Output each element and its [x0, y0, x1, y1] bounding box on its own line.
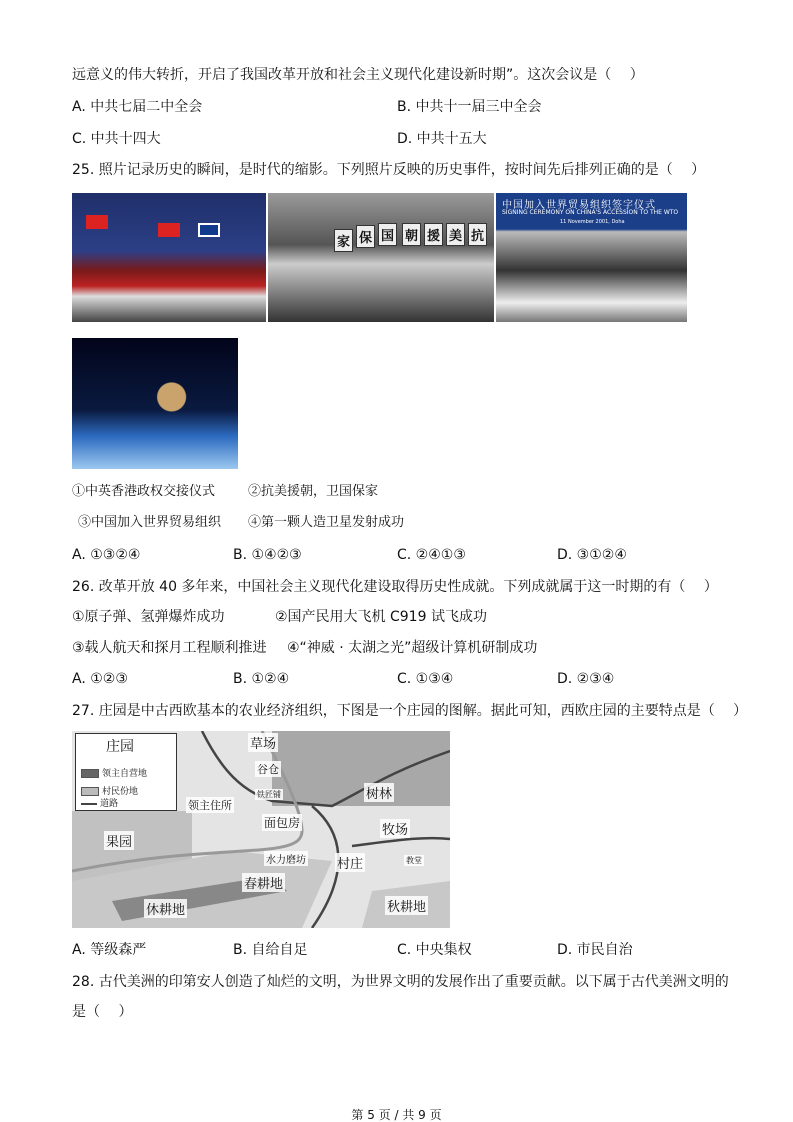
q26-item-2: ②国产民用大飞机 C919 试飞成功 — [275, 609, 487, 625]
legend-item: 村民份地 — [102, 787, 139, 797]
protest-sign: 美 — [446, 223, 465, 246]
photo-satellite — [72, 338, 238, 469]
q26-option-a: A. ①②③ — [72, 671, 128, 687]
map-label: 村庄 — [335, 853, 365, 872]
q25-caption-1: ①中英香港政权交接仪式 — [72, 484, 216, 499]
q25-stem: 25. 照片记录历史的瞬间，是时代的缩影。下列照片反映的历史事件，按时间先后排列正确的是（ ） — [72, 162, 706, 178]
map-label: 休耕地 — [144, 899, 187, 918]
q25-option-b: B. ①④②③ — [233, 547, 302, 563]
photo-wto-signing — [496, 193, 687, 322]
q25-caption-4: ④第一颗人造卫星发射成功 — [248, 515, 405, 530]
flag-icon — [158, 223, 180, 237]
flag-icon — [198, 223, 220, 237]
q28-stem-line1: 28. 古代美洲的印第安人创造了灿烂的文明，为世界文明的发展作出了重要贡献。以下属于古代美洲文明的 — [72, 974, 729, 990]
map-label: 牧场 — [380, 819, 410, 838]
legend-title: 庄园 — [106, 739, 134, 755]
map-label: 树林 — [364, 783, 394, 802]
q26-option-d: D. ②③④ — [557, 671, 615, 687]
page-number: 第 5 页 / 共 9 页 — [351, 1108, 442, 1122]
protest-sign: 保 — [356, 225, 375, 248]
q27-option-d: D. 市民自治 — [557, 942, 633, 958]
protest-sign: 国 — [378, 223, 397, 246]
manor-map — [72, 731, 450, 928]
map-label: 铁匠铺 — [257, 790, 281, 799]
photo-resist-us-aid-korea — [268, 193, 494, 322]
q27-option-b: B. 自给自足 — [233, 942, 308, 958]
protest-sign: 援 — [424, 223, 443, 246]
legend-item: 道路 — [100, 799, 119, 809]
map-label: 领主住所 — [188, 799, 232, 812]
q24-option-c: C. 中共十四大 — [72, 131, 161, 147]
q27-option-c: C. 中央集权 — [397, 942, 472, 958]
map-label: 面包房 — [264, 816, 301, 830]
q25-option-a: A. ①③②④ — [72, 547, 141, 563]
q28-stem-line2: 是（ ） — [72, 1004, 133, 1020]
banner-date: 11 November 2001, Doha — [560, 219, 625, 225]
map-label: 谷仓 — [257, 763, 279, 776]
protest-sign: 家 — [334, 229, 353, 252]
map-label: 春耕地 — [242, 873, 285, 892]
protest-sign: 抗 — [468, 223, 487, 246]
q27-option-a: A. 等级森严 — [72, 942, 147, 958]
map-label: 秋耕地 — [385, 896, 428, 915]
map-label: 草场 — [248, 733, 278, 752]
q24-option-d: D. 中共十五大 — [397, 131, 487, 147]
map-label: 果园 — [104, 831, 134, 850]
q25-caption-3: ③中国加入世界贸易组织 — [78, 515, 222, 530]
legend-item: 领主自营地 — [102, 769, 148, 779]
q24-option-a: A. 中共七届二中全会 — [72, 99, 203, 115]
q26-item-4: ④“神威 · 太湖之光”超级计算机研制成功 — [287, 640, 538, 656]
q26-option-b: B. ①②④ — [233, 671, 290, 687]
q25-option-d: D. ③①②④ — [557, 547, 627, 563]
map-label: 水力磨坊 — [264, 851, 308, 866]
map-label: 教堂 — [406, 856, 422, 865]
q24-option-b: B. 中共十一届三中全会 — [397, 99, 542, 115]
map-legend — [75, 733, 177, 811]
protest-sign: 朝 — [402, 223, 421, 246]
q26-item-3: ③载人航天和探月工程顺利推进 — [72, 640, 267, 656]
q26-option-c: C. ①③④ — [397, 671, 454, 687]
q26-item-1: ①原子弹、氢弹爆炸成功 — [72, 609, 225, 625]
q24-stem-tail: 远意义的伟大转折，开启了我国改革开放和社会主义现代化建设新时期”。这次会议是（ ） — [72, 67, 644, 83]
q25-caption-2: ②抗美援朝，卫国保家 — [248, 484, 379, 499]
banner-title: 中国加入世界贸易组织签字仪式 — [502, 200, 656, 211]
q27-stem: 27. 庄园是中古西欧基本的农业经济组织，下图是一个庄园的图解。据此可知，西欧庄园的主要特点是（ ） — [72, 703, 748, 719]
photo-hongkong-handover — [72, 193, 266, 322]
q26-stem: 26. 改革开放 40 多年来，中国社会主义现代化建设取得历史性成就。下列成就属于这一时期的有（ ） — [72, 579, 718, 595]
banner-subtitle: SIGNING CEREMONY ON CHINA'S ACCESSION TO THE WTO — [502, 209, 679, 216]
flag-icon — [86, 215, 108, 229]
q25-option-c: C. ②④①③ — [397, 547, 466, 563]
